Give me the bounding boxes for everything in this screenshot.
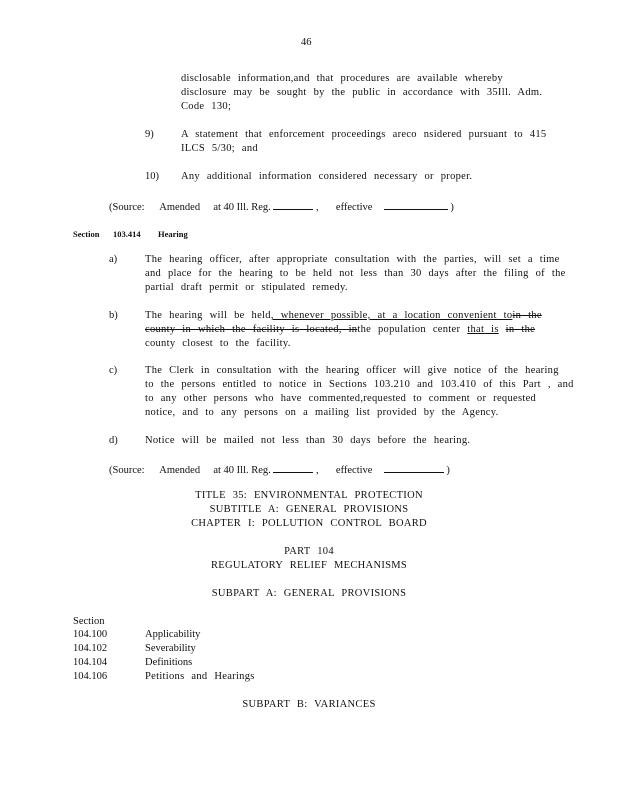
- para-c-line3: to any other persons who have commented,requested to comment or requested: [145, 393, 537, 404]
- para-c-line1: The Clerk in consultation with the hearing officer will give notice of the hearing: [145, 365, 559, 376]
- para-b-number: b): [109, 310, 118, 321]
- para-b-deletion: in the: [512, 310, 542, 321]
- item-cont-line3: Code 130;: [181, 101, 232, 112]
- toc-row-num: 104.104: [73, 657, 108, 668]
- para-c-number: c): [109, 365, 118, 376]
- source-reg: at 40 Ill. Reg.: [213, 465, 271, 476]
- section-title: Hearing: [158, 229, 188, 239]
- para-b-line3: county closest to the facility.: [145, 338, 291, 349]
- para-a-number: a): [109, 254, 118, 265]
- title-line: TITLE 35: ENVIRONMENTAL PROTECTION: [195, 490, 423, 501]
- item-cont-line2: disclosure may be sought by the public in accordance with 35Ill. Adm.: [181, 87, 543, 98]
- toc-row-title: Severability: [145, 643, 196, 654]
- item-10-number: 10): [145, 171, 159, 182]
- para-b-insertion: , whenever possible, at a location convenient to: [270, 310, 513, 321]
- source-note-2: [109, 462, 450, 478]
- para-c-line4: notice, and to any persons on a mailing list provided by the Agency.: [145, 407, 499, 418]
- para-b-line2: [145, 323, 535, 337]
- effective-blank: [384, 462, 444, 473]
- para-a-line1: The hearing officer, after appropriate consultation with the parties, will set a time: [145, 254, 560, 265]
- reg-blank: [273, 462, 313, 473]
- para-b-deletion-2: county in which the facility is located, in: [145, 324, 358, 335]
- toc-header: Section: [73, 616, 105, 627]
- toc-row-num: 104.100: [73, 629, 108, 640]
- source-amended: Amended: [159, 202, 201, 213]
- para-d-number: d): [109, 435, 118, 446]
- para-b-deletion-3: in the: [505, 324, 536, 335]
- para-c-line2: to the persons entitled to notice in Sections 103.210 and 103.410 of this Part , and: [145, 379, 574, 390]
- source-comma: ,: [316, 465, 319, 476]
- item-cont-line1: disclosable information,and that procedures are available whereby: [181, 73, 503, 84]
- part-line: PART 104: [284, 546, 334, 557]
- source-comma: ,: [316, 202, 319, 213]
- para-b-line1: [145, 309, 542, 323]
- para-d-line1: Notice will be mailed not less than 30 days before the hearing.: [145, 435, 471, 446]
- chapter-line: CHAPTER I: POLLUTION CONTROL BOARD: [191, 518, 427, 529]
- item-9-line2: ILCS 5/30; and: [181, 143, 258, 154]
- source-prefix: (Source:: [109, 465, 145, 476]
- para-b-text: The hearing will be held: [145, 310, 271, 321]
- toc-row-title: Applicability: [145, 629, 201, 640]
- source-close: ): [446, 465, 450, 476]
- section-label: Section: [73, 229, 100, 239]
- subpart-a-heading: SUBPART A: GENERAL PROVISIONS: [211, 588, 407, 599]
- section-number: 103.414: [113, 229, 141, 239]
- para-a-line3: partial draft permit or stipulated remedy.: [145, 282, 348, 293]
- item-9-line1: A statement that enforcement proceedings areco nsidered pursuant to 415: [181, 129, 547, 140]
- subpart-b-heading: SUBPART B: VARIANCES: [242, 699, 376, 710]
- part-title-line: REGULATORY RELIEF MECHANISMS: [210, 560, 408, 571]
- source-effective: effective: [335, 202, 373, 213]
- source-note-1: [109, 199, 454, 215]
- para-b-text-2: the population center: [357, 324, 461, 335]
- source-effective: effective: [335, 465, 373, 476]
- reg-blank: [273, 199, 313, 210]
- para-b-insertion-2: that is: [467, 324, 499, 335]
- source-amended: Amended: [159, 465, 201, 476]
- item-9-number: 9): [145, 129, 154, 140]
- toc-row-num: 104.102: [73, 643, 108, 654]
- effective-blank: [384, 199, 448, 210]
- subtitle-line: SUBTITLE A: GENERAL PROVISIONS: [209, 504, 409, 515]
- toc-row-title: Definitions: [145, 657, 193, 668]
- source-reg: at 40 Ill. Reg.: [213, 202, 271, 213]
- para-a-line2: and place for the hearing to be held not less than 30 days after the filing of the: [145, 268, 566, 279]
- source-close: ): [450, 202, 454, 213]
- toc-row-num: 104.106: [73, 671, 108, 682]
- page-number: 46: [301, 37, 312, 48]
- source-prefix: (Source:: [109, 202, 145, 213]
- toc-row-title: Petitions and Hearings: [145, 671, 255, 682]
- item-10-line1: Any additional information considered necessary or proper.: [181, 171, 473, 182]
